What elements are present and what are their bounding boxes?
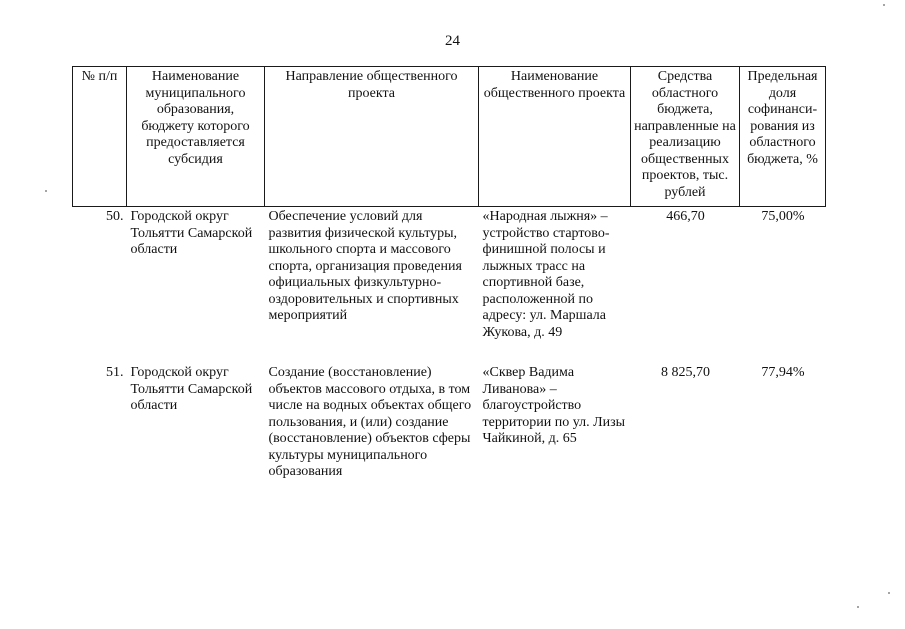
header-municipality: Наименование муниципального образования, бюджету которого предоставляется субсидия [127,67,265,207]
header-project: Наименование общественного проекта [479,67,631,207]
table-row [73,361,826,481]
row-share: 75,00% [761,209,805,224]
row-number: 51. [106,365,124,380]
header-share: Предельная доля софинанси-рования из областного бюджета, % [740,67,826,207]
scan-speck [45,190,47,192]
row-number: 50. [106,209,124,224]
row-project: «Сквер Вадима Ливанова» – благоустройство территории по ул. Лизы Чайкиной, д. 65 [482,365,626,446]
row-share: 77,94% [761,365,805,380]
scan-speck [857,606,859,608]
header-funds: Средства областного бюджета, направленные на реализацию общественных проектов, тыс. рублей [631,67,740,207]
row-direction: Создание (восстановление) объектов массового отдыха, в том числе на водных объектах общего пользования, и (или) создание (восстановление) объектов сферы культуры муниципального образования [268,365,472,479]
header-direction: Направление общественного проекта [265,67,479,207]
table-row [73,207,826,362]
row-municipality: Городской округ Тольятти Самарской области [130,365,253,413]
row-project: «Народная лыжня» – устройство стартово-финишной полосы и лыжных трасс на спортивной базе, расположенной по адресу: ул. Маршала Жукова, д. 49 [482,209,610,340]
row-direction: Обеспечение условий для развития физической культуры, школьного спорта и массового спорта, организация проведения официальных физкультурно-оздоровительных и спортивных мероприятий [268,209,462,323]
row-municipality: Городской округ Тольятти Самарской области [130,209,253,257]
page-number: 24 [445,33,460,49]
scan-speck [883,4,885,6]
header-number: № п/п [73,67,127,207]
subsidy-table [72,66,826,481]
table-header-row [73,67,826,207]
scan-speck [888,592,890,594]
row-funds: 466,70 [666,209,705,224]
row-funds: 8 825,70 [661,365,710,380]
